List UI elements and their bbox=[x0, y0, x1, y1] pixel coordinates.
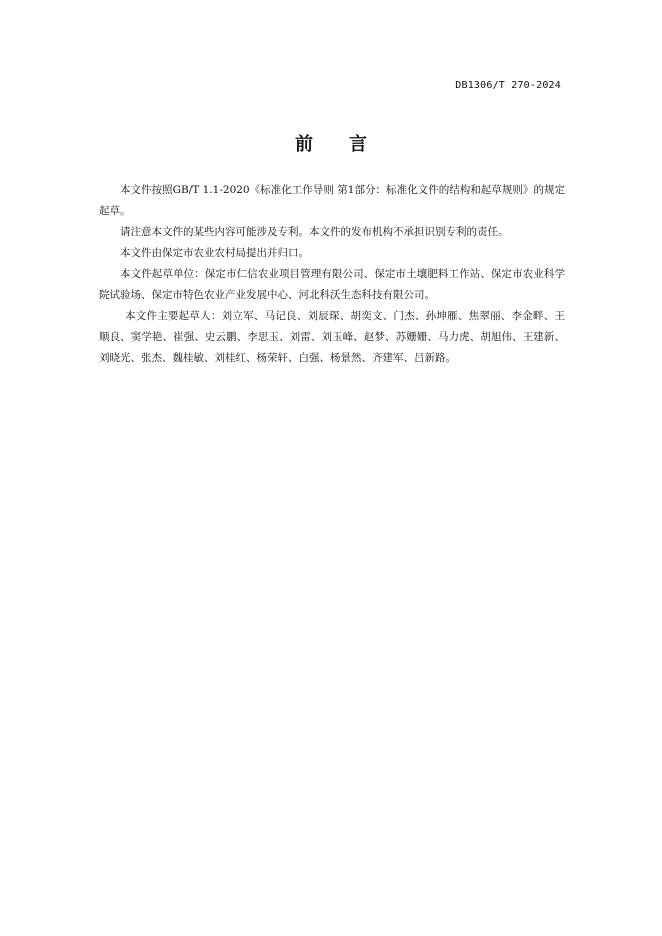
drafters-paragraph: 本文件主要起草人：刘立军、马记良、刘辰琛、胡奕文、门杰、孙坤雁、焦翠丽、李金畔、王顺良、窦学艳、崔强、史云鹏、李思玉、刘雷、刘玉峰、赵梦、苏姗姗、马力虎、胡旭伟、王建新、刘晓光、张杰、魏桂敏、刘桂红、杨荣轩、白强、杨景然、齐建军、吕新路。 bbox=[99, 310, 565, 364]
document-id: DB1306/T 270-2024 bbox=[455, 80, 561, 91]
drafting-rules-paragraph: 本文件按照GB/T 1.1-2020《标准化工作导则 第1部分：标准化文件的结构和起草规则》的规定起草。 bbox=[99, 184, 565, 217]
patent-notice-paragraph: 请注意本文件的某些内容可能涉及专利。本文件的发布机构不承担识别专利的责任。 bbox=[120, 226, 509, 238]
proposer-paragraph: 本文件由保定市农业农村局提出并归口。 bbox=[120, 247, 309, 259]
page-title: 前言 bbox=[295, 134, 403, 155]
document-body bbox=[99, 180, 565, 369]
drafting-units-paragraph: 本文件起草单位：保定市仁信农业项目管理有限公司、保定市土壤肥料工作站、保定市农业科学院试验场、保定市特色农业产业发展中心、河北科沃生态科技有限公司。 bbox=[99, 268, 565, 301]
